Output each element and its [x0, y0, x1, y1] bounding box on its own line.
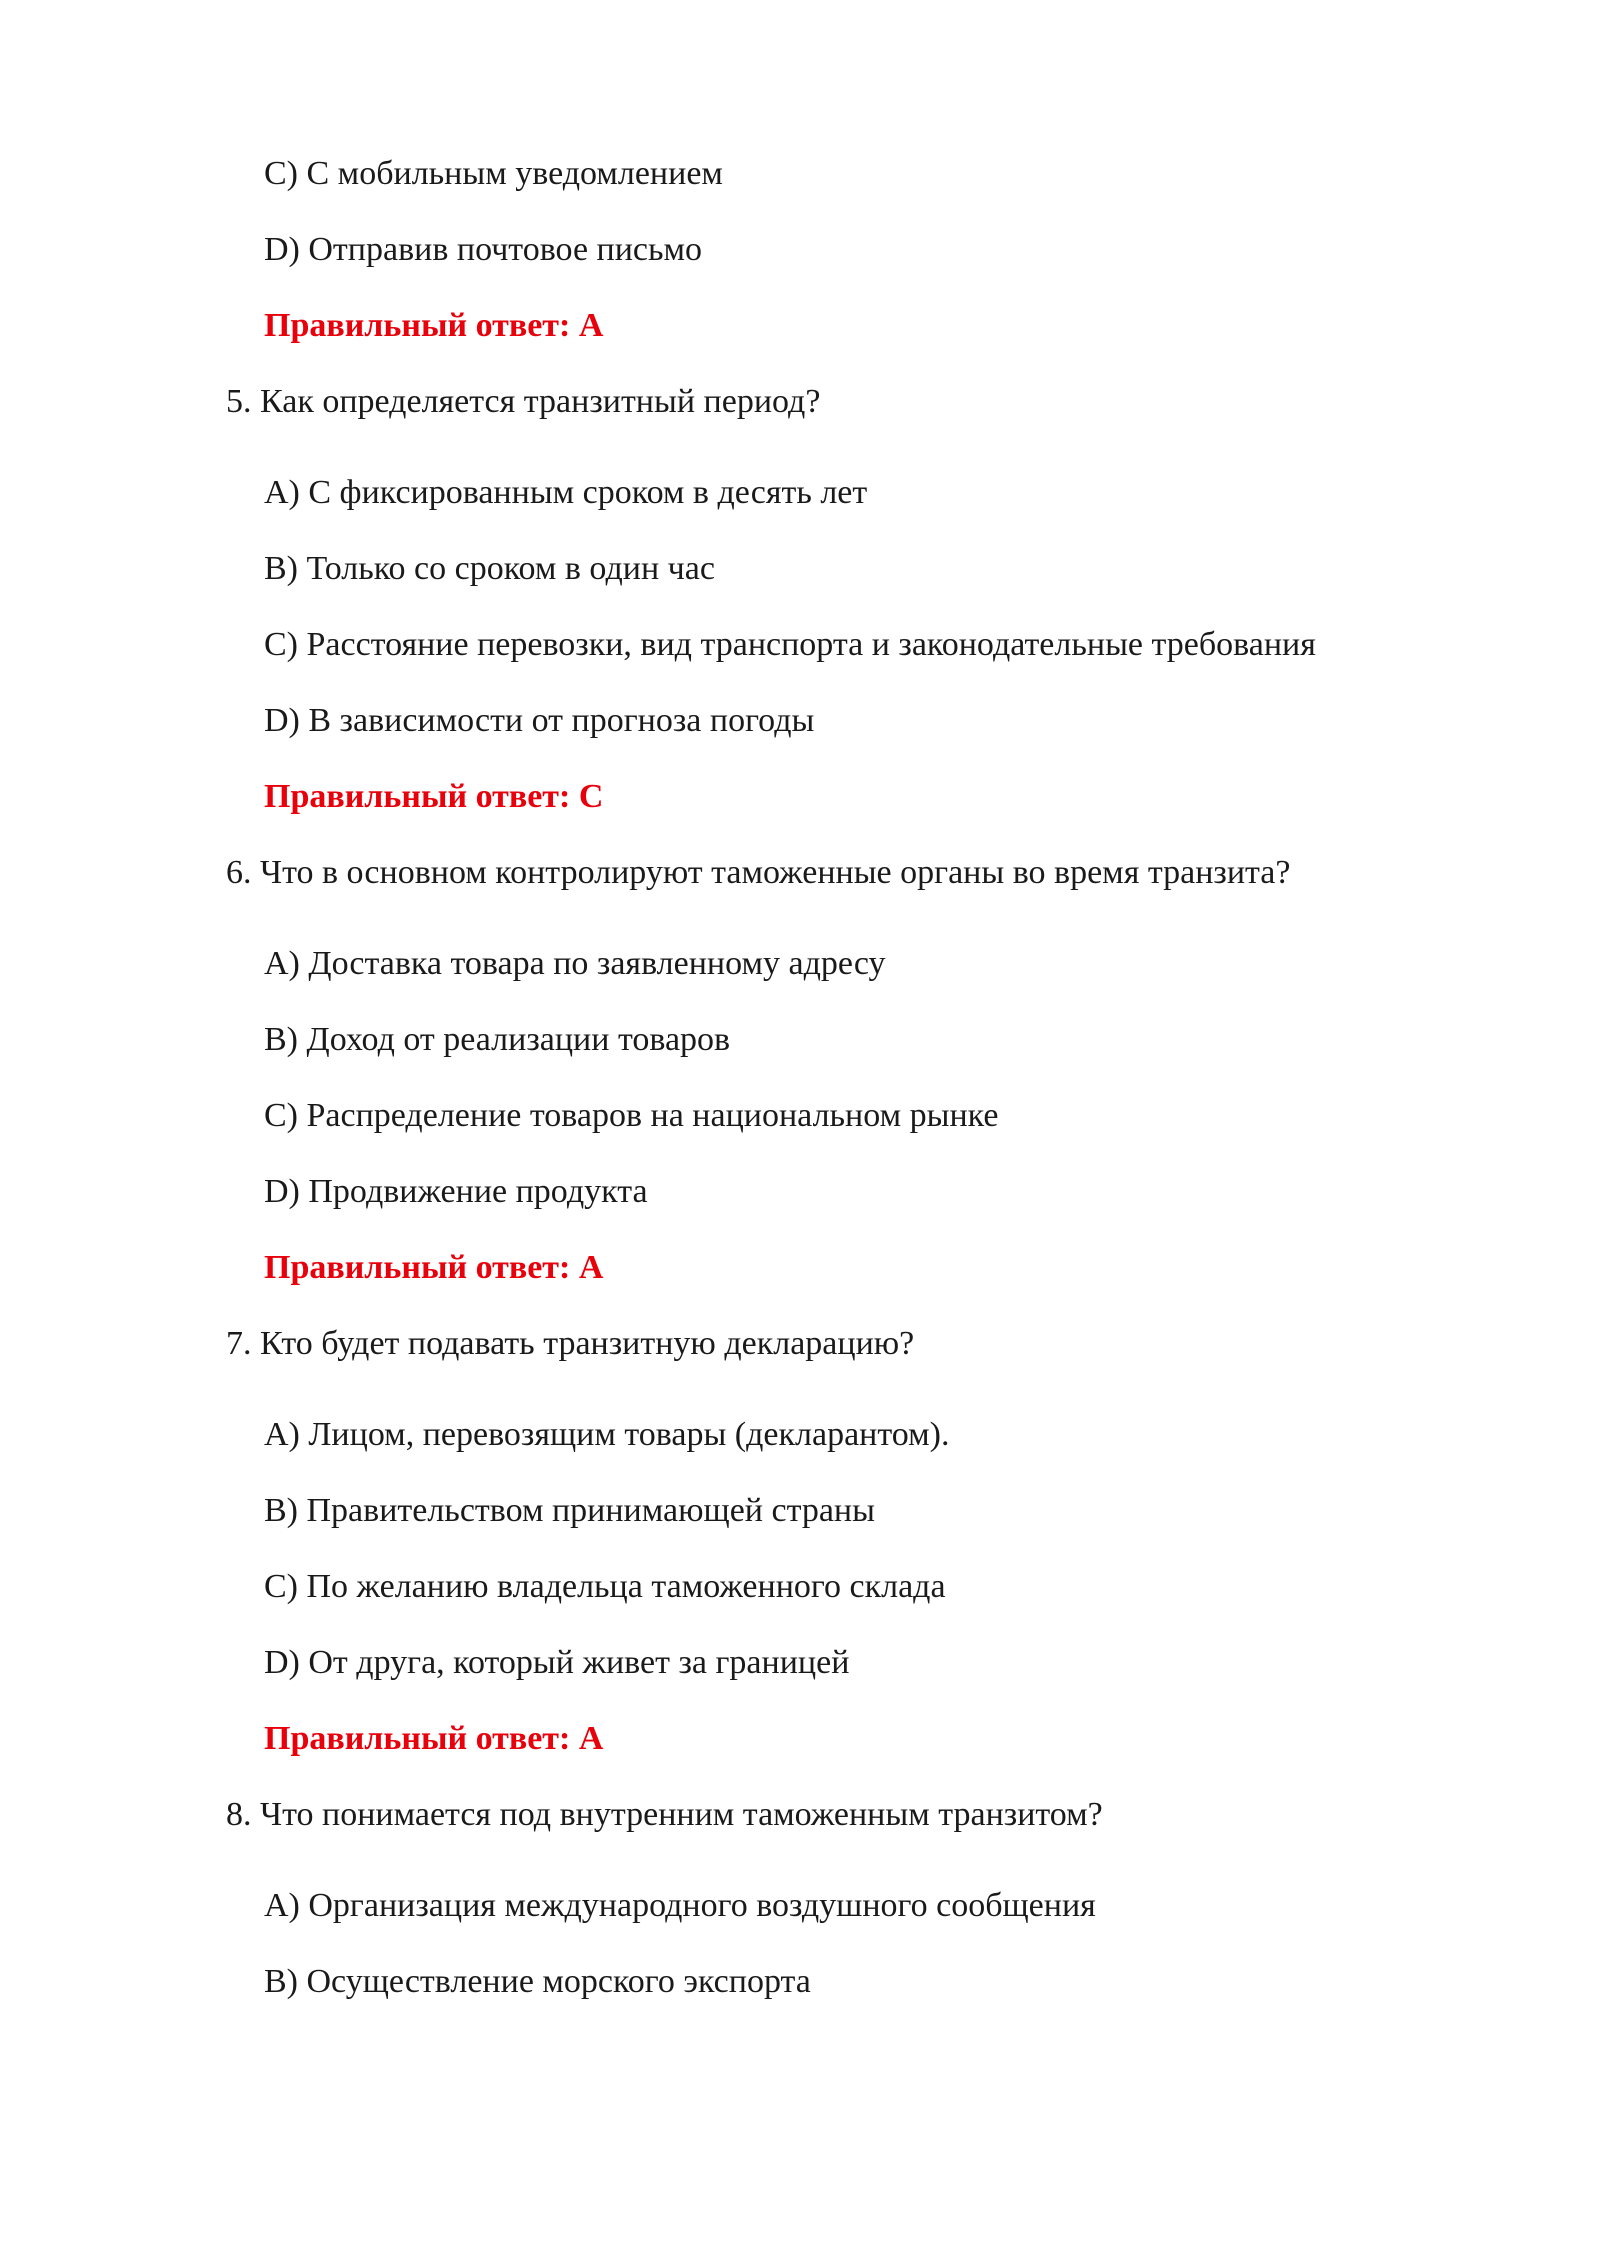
option-a: A) Организация международного воздушного сообщения [264, 1887, 1096, 1924]
option-d: D) Продвижение продукта [264, 1173, 648, 1210]
option-b: B) Доход от реализации товаров [264, 1021, 731, 1058]
correct-answer: Правильный ответ: A [264, 1249, 604, 1286]
option-c: C) По желанию владельца таможенного склада [264, 1568, 946, 1605]
option-d: D) В зависимости от прогноза погоды [264, 702, 815, 739]
option-a: A) С фиксированным сроком в десять лет [264, 474, 868, 511]
option-c: C) С мобильным уведомлением [264, 155, 723, 192]
option-d: D) От друга, который живет за границей [264, 1644, 850, 1681]
option-b: B) Только со сроком в один час [264, 550, 715, 587]
question-5: 5. Как определяется транзитный период? [226, 383, 821, 420]
option-b: B) Осуществление морского экспорта [264, 1963, 811, 2000]
option-c: C) Распределение товаров на национальном рынке [264, 1097, 999, 1134]
option-c: C) Расстояние перевозки, вид транспорта и законодательные требования [264, 626, 1316, 663]
question-8: 8. Что понимается под внутренним таможенным транзитом? [226, 1796, 1103, 1833]
correct-answer: Правильный ответ: C [264, 778, 604, 815]
question-6: 6. Что в основном контролируют таможенные органы во время транзита? [226, 854, 1291, 891]
option-d: D) Отправив почтовое письмо [264, 231, 703, 268]
correct-answer: Правильный ответ: A [264, 307, 604, 344]
option-a: A) Лицом, перевозящим товары (декларантом). [264, 1416, 950, 1453]
option-b: B) Правительством принимающей страны [264, 1492, 875, 1529]
question-7: 7. Кто будет подавать транзитную декларацию? [226, 1325, 915, 1362]
option-a: A) Доставка товара по заявленному адресу [264, 945, 886, 982]
correct-answer: Правильный ответ: A [264, 1720, 604, 1757]
